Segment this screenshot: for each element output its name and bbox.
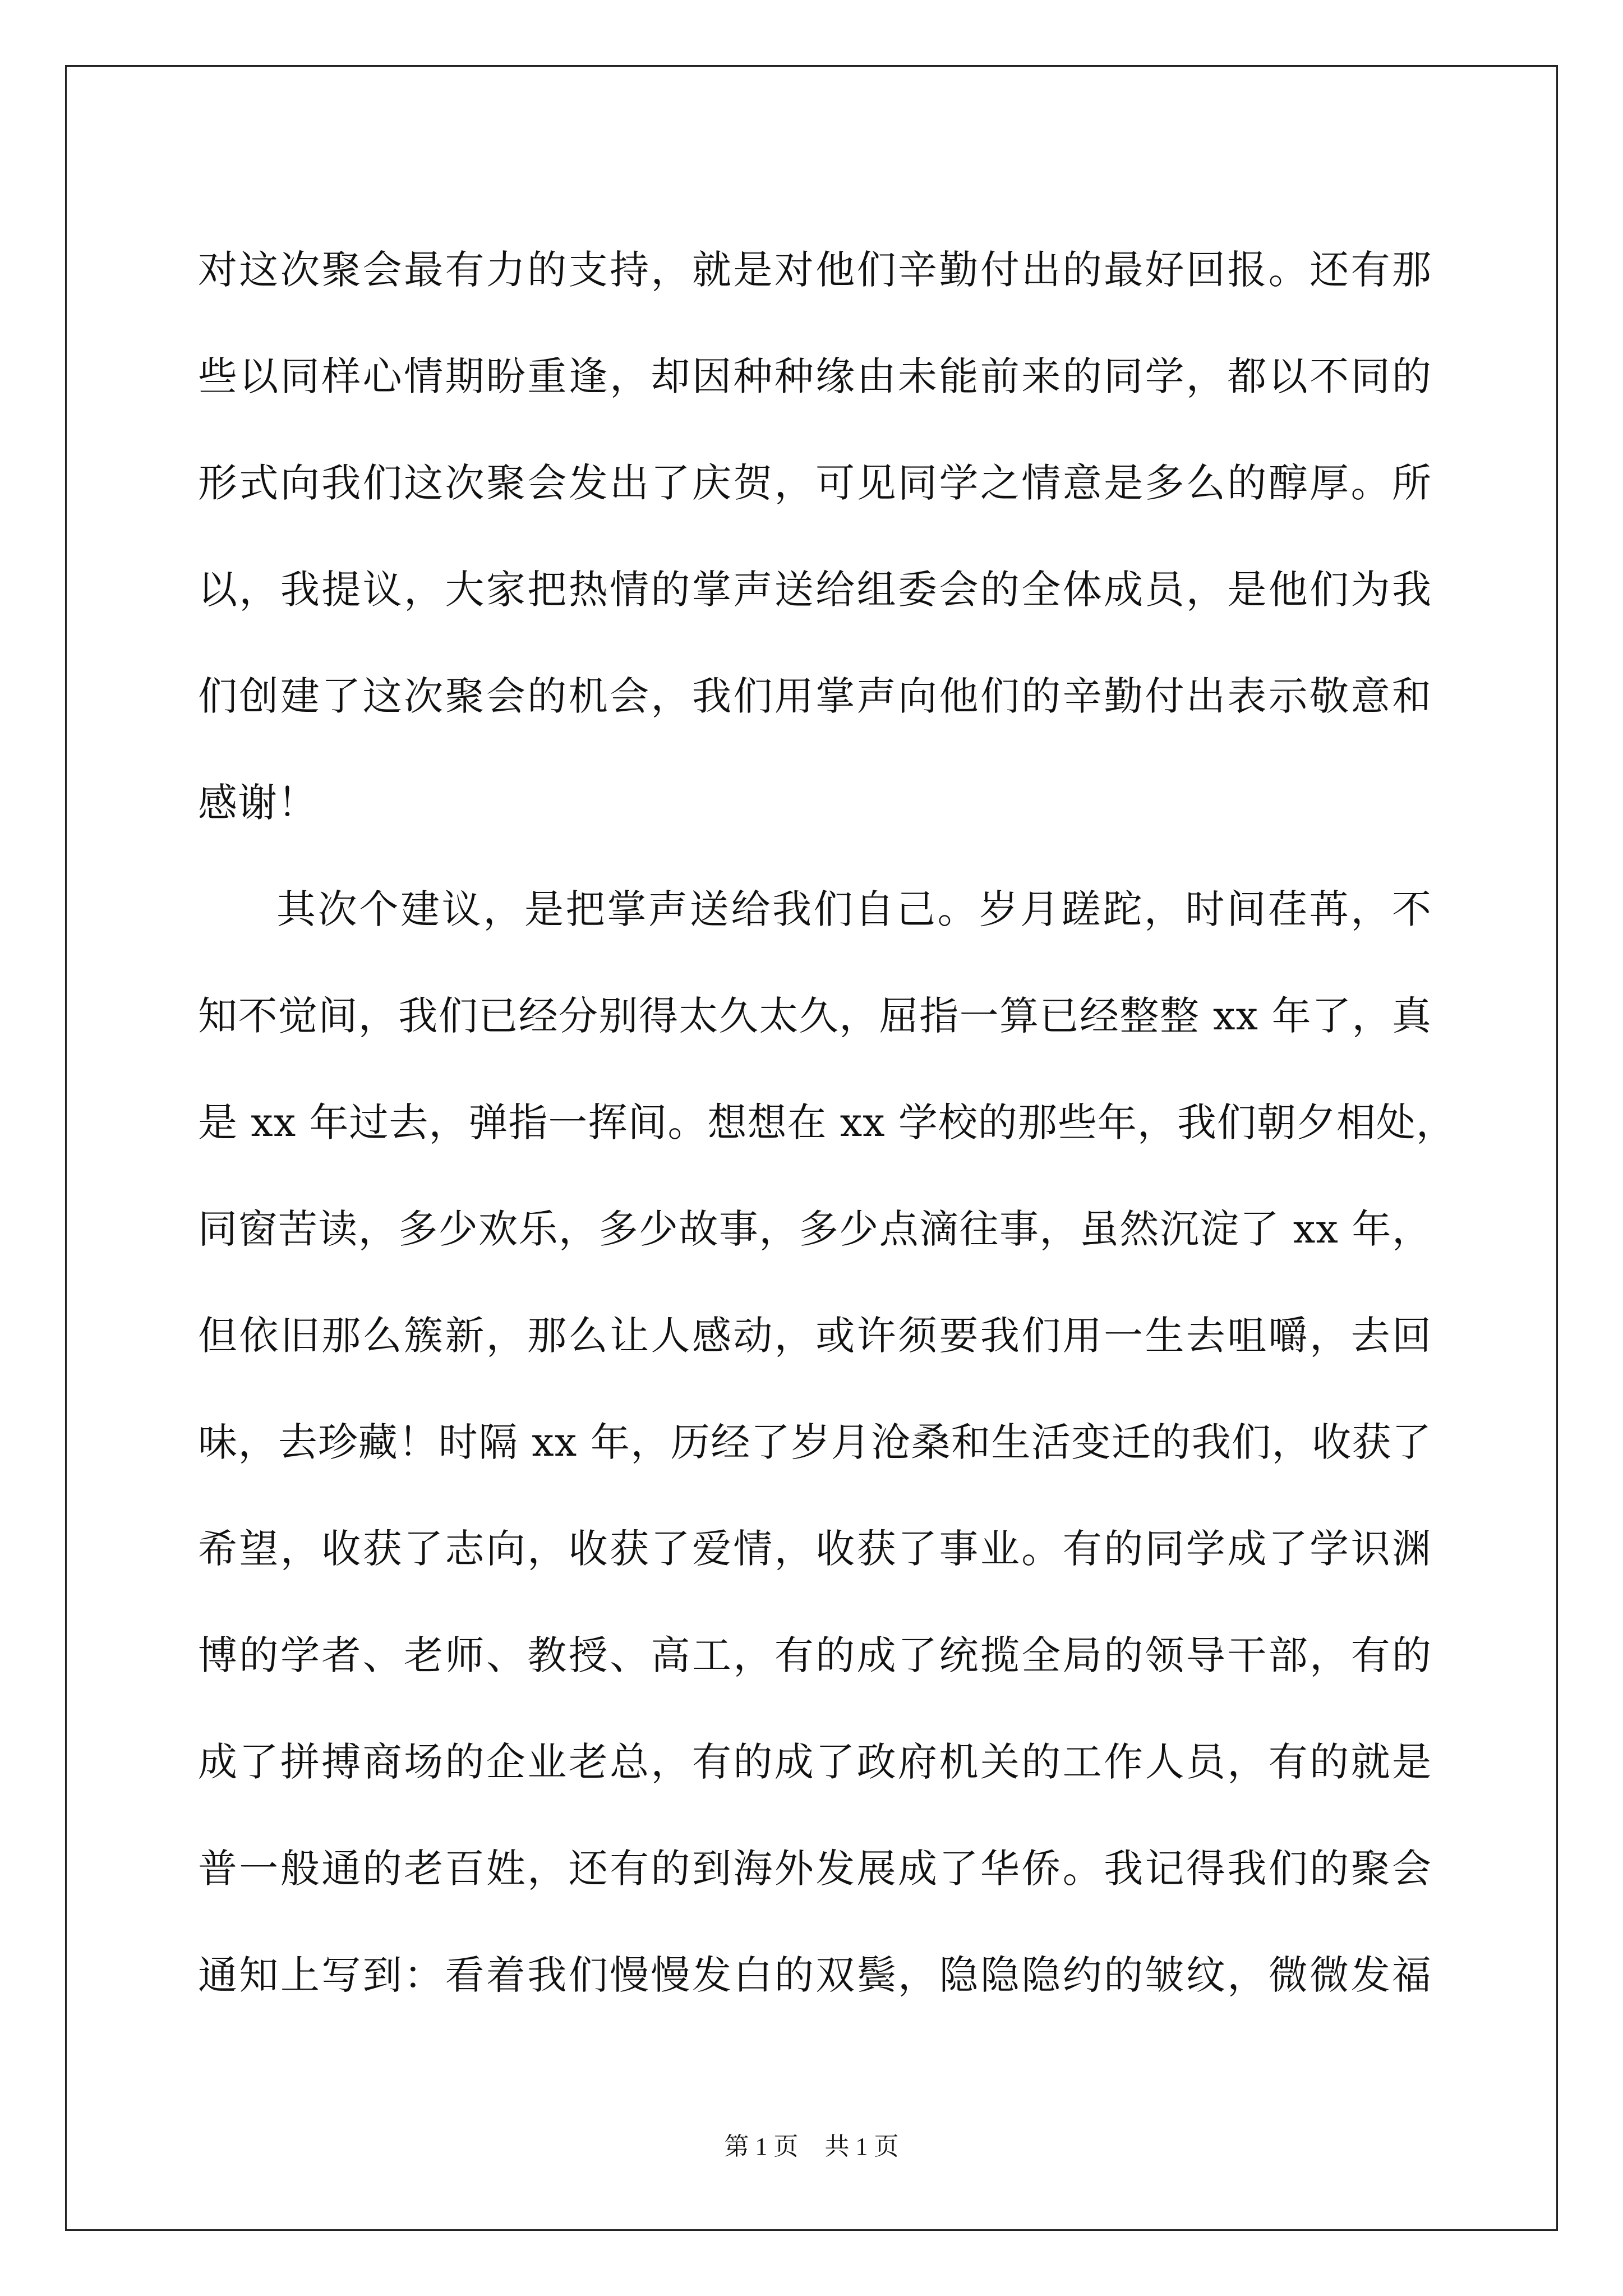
text-line: 们创建了这次聚会的机会，我们用掌声向他们的辛勤付出表示敬意和 (198, 673, 1432, 719)
text-line: 是 xx 年过去，弹指一挥间。想想在 xx 学校的那些年，我们朝夕相处， (198, 1099, 1456, 1145)
text-line: 以，我提议，大家把热情的掌声送给组委会的全体成员，是他们为我 (198, 567, 1432, 613)
text-line: 但依旧那么簇新，那么让人感动，或许须要我们用一生去咀嚼，去回 (198, 1313, 1432, 1359)
text-line: 知不觉间，我们已经分别得太久太久，屈指一算已经整整 xx 年了，真 (198, 993, 1432, 1039)
text-line: 同窗苦读，多少欢乐，多少故事，多少点滴往事，虽然沉淀了 xx 年， (198, 1206, 1432, 1252)
text-line: 希望，收获了志向，收获了爱情，收获了事业。有的同学成了学识渊 (198, 1526, 1432, 1572)
document-body (198, 217, 1456, 2028)
text-line: 对这次聚会最有力的支持，就是对他们辛勤付出的最好回报。还有那 (198, 247, 1432, 293)
text-line: 味，去珍藏！时隔 xx 年，历经了岁月沧桑和生活变迁的我们，收获了 (198, 1419, 1432, 1465)
text-line: 成了拼搏商场的企业老总，有的成了政府机关的工作人员，有的就是 (198, 1739, 1432, 1785)
text-line: 些以同样心情期盼重逢，却因种种缘由未能前来的同学，都以不同的 (198, 353, 1432, 399)
text-line: 通知上写到：看着我们慢慢发白的双鬓，隐隐隐约的皱纹，微微发福 (198, 1952, 1432, 1998)
text-line-paragraph-start: 其次个建议，是把掌声送给我们自己。岁月蹉跎，时间荏苒，不 (276, 886, 1432, 932)
page-footer (0, 2126, 1623, 2162)
text-line: 形式向我们这次聚会发出了庆贺，可见同学之情意是多么的醇厚。所 (198, 460, 1432, 506)
text-line: 普一般通的老百姓，还有的到海外发展成了华侨。我记得我们的聚会 (198, 1846, 1432, 1892)
page-total: 共 1 页 (824, 2133, 899, 2160)
page-number: 第 1 页 (724, 2133, 799, 2160)
text-line: 感谢！ (198, 780, 317, 826)
text-line: 博的学者、老师、教授、高工，有的成了统揽全局的领导干部，有的 (198, 1632, 1432, 1678)
